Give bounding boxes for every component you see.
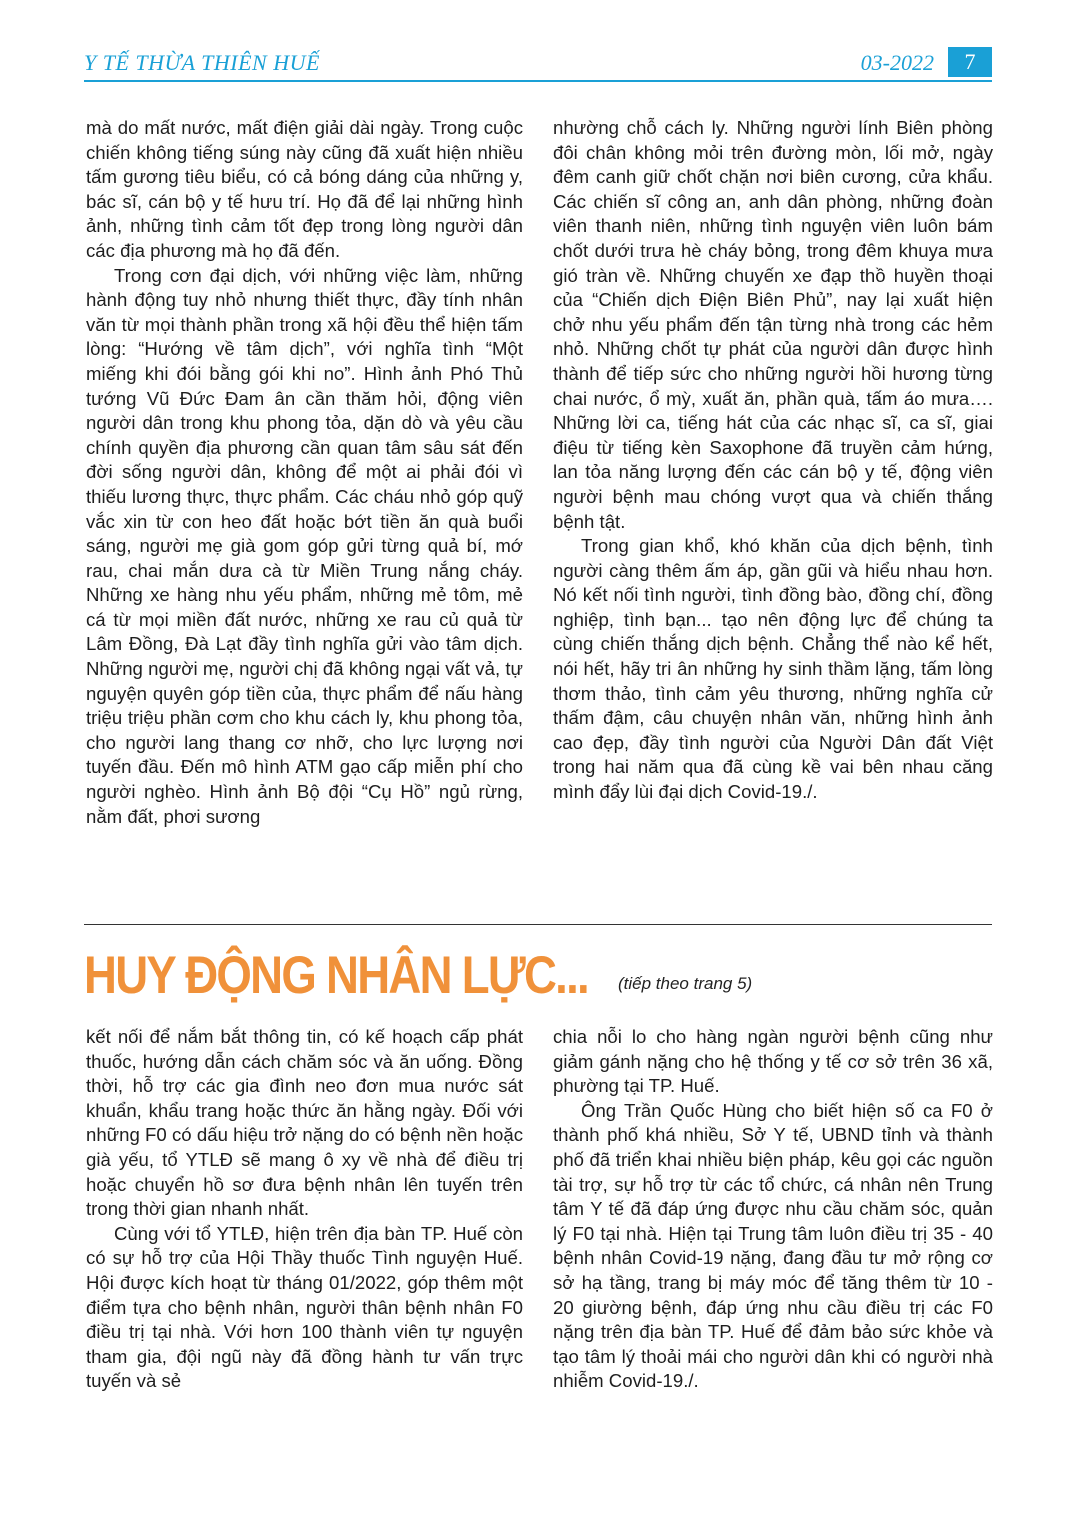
page-number: 7 [948,47,992,77]
issue-date: 03-2022 [860,50,934,75]
section-divider [84,924,992,925]
paragraph: chia nỗi lo cho hàng ngàn người bệnh cũng như giảm gánh nặng cho hệ thống y tế cơ sở trên 36 xã, phường tại TP. Huế. [553,1026,993,1097]
article2-right-column [553,1025,993,1394]
article1-left-column [86,116,523,829]
paragraph: nhường chỗ cách ly. Những người lính Biên phòng đôi chân không mỏi trên đường mòn, lối mở, ngày đêm canh giữ chốt chặn nơi biên cương, cửa khẩu. Các chiến sĩ công an, anh dân phòng, những đoàn viên thanh niên, những tình nguyện viên luôn bám chốt dưới trưa hè cháy bỏng, trong đêm khuya mưa gió tràn về. Những chuyến xe đạp thồ huyền thoại của “Chiến dịch Điện Biên Phủ”, nay lại xuất hiện chở nhu yếu phẩm đến tận từng nhà trong các hẻm nhỏ. Những chốt tự phát của người dân được hình thành để tiếp sức cho những người hồi hương từng chai nước, ổ mỳ, xuất ăn, phần quà, tấm áo mưa…. Những lời ca, tiếng hát của các nhạc sĩ, ca sĩ, giai điệu từ tiếng kèn Saxophone đã truyền cảm hứng, lan tỏa năng lượng đến các cán bộ y tế, động viên người bệnh mau chóng vượt qua và chiến thắng bệnh tật. [553,117,993,532]
publication-title: Y TẾ THỪA THIÊN HUẾ [84,50,320,75]
paragraph: Ông Trần Quốc Hùng cho biết hiện số ca F0 ở thành phố khá nhiều, Sở Y tế, UBND tỉnh và thành phố đã triển khai nhiều biện pháp, kêu gọi các nguồn tài trợ, sự hỗ trợ từ các tổ chức, cá nhân nên Trung tâm Y tế đã đáp ứng được nhu cầu chăm sóc, quản lý F0 tại nhà. Hiện tại Trung tâm luôn điều trị 35 - 40 bệnh nhân Covid-19 nặng, đang đầu tư mở rộng cơ sở hạ tầng, trang bị máy móc để tăng thêm từ 10 - 20 giường bệnh, đáp ứng nhu cầu điều trị các F0 nặng trên địa bàn TP. Huế để đảm bảo sức khỏe và tạo tâm lý thoải mái cho người dân khi có người nhà nhiễm Covid-19./. [553,1099,993,1392]
article2-title: HUY ĐỘNG NHÂN LỰC... [84,946,588,1005]
paragraph: Trong cơn đại dịch, với những việc làm, những hành động tuy nhỏ nhưng thiết thực, đầy tính nhân văn từ mọi thành phần trong xã hội đều thể hiện tấm lòng: “Hướng về tâm dịch”, với nghĩa tình “Một miếng khi đói bằng gói khi no”. Hình ảnh Phó Thủ tướng Vũ Đức Đam ân cần thăm hỏi, động viên người dân trong khu phong tỏa, dặn dò và yêu cầu chính quyền địa phương cần quan tâm sâu sát đến đời sống người dân, không để một ai phải đói vì thiếu lương thực, thực phẩm. Các cháu nhỏ góp quỹ vắc xin từ con heo đất hoặc bớt tiền ăn quà buổi sáng, người mẹ già gom góp gửi từng quả bí, mớ rau, chai mắn dưa cà từ Miền Trung nắng cháy. Những xe hàng nhu yếu phẩm, những mẻ tôm, mẻ cá từ mọi miền đất nước, những xe rau củ quả từ Lâm Đồng, Đà Lạt đầy tình nghĩa gửi vào tâm dịch. Những người mẹ, người chị đã không ngại vất vả, tự nguyện quyên góp tiền của, thực phẩm để nấu hàng triệu triệu phần cơm cho khu cách ly, khu phong tỏa, cho người lang thang cơ nhỡ, cho lực lượng nơi tuyến đầu. Đến mô hình ATM gạo cấp miễn phí cho người nghèo. Hình ảnh Bộ đội “Cụ Hồ” ngủ rừng, nằm đất, phơi sương [86,264,523,827]
header-rule [84,80,992,82]
paragraph: mà do mất nước, mất điện giải dài ngày. Trong cuộc chiến không tiếng súng này cũng đã xuất hiện nhiều tấm gương tiêu biểu, có cả bóng dáng của những y, bác sĩ, cán bộ y tế hưu trí. Họ đã để lại những hình ảnh, những tình cảm tốt đẹp trong lòng người dân các địa phương mà họ đã đến. [86,117,523,261]
paragraph: Cùng với tổ YTLĐ, hiện trên địa bàn TP. Huế còn có sự hỗ trợ của Hội Thầy thuốc Tình nguyện Huế. Hội được kích hoạt từ tháng 01/2022, góp thêm một điểm tựa cho bệnh nhân, người thân bệnh nhân F0 điều trị tại nhà. Với hơn 100 thành viên tự nguyện tham gia, đội ngũ này đã đồng hành tư vấn trực tuyến và sẻ [86,1222,523,1392]
paragraph: kết nối để nắm bắt thông tin, có kế hoạch cấp phát thuốc, hướng dẫn cách chăm sóc và ăn uống. Đồng thời, hỗ trợ các gia đình neo đơn mua nước sát khuẩn, khẩu trang hoặc thức ăn hằng ngày. Đối với những F0 có dấu hiệu trở nặng do có bệnh nền hoặc già yếu, tổ YTLĐ sẽ mang ô xy về nhà để điều trị hoặc chuyển hồ sơ đưa bệnh nhân lên tuyến trên trong thời gian nhanh nhất. [86,1026,523,1220]
article1-right-column [553,116,993,805]
continuation-note: (tiếp theo trang 5) [618,974,753,993]
paragraph: Trong gian khổ, khó khăn của dịch bệnh, tình người càng thêm ấm áp, gần gũi và hiểu nhau hơn. Nó kết nối tình người, tình đồng bào, đồng chí, đồng nghiệp, tình bạn... tạo nên động lực để chúng ta cùng chiến thắng dịch bệnh. Chẳng thể nào kể hết, nói hết, hãy tri ân những hy sinh thầm lặng, tấm lòng thơm thảo, tình cảm yêu thương, những nghĩa cử thấm đậm, câu chuyện nhân văn, những hình ảnh cao đẹp, đầy tình người của Người Dân đất Việt trong hai năm qua đã cùng kề vai bên nhau căng mình đẩy lùi đại dịch Covid-19./. [553,535,993,803]
page-header [84,50,992,80]
article2-left-column [86,1025,523,1394]
